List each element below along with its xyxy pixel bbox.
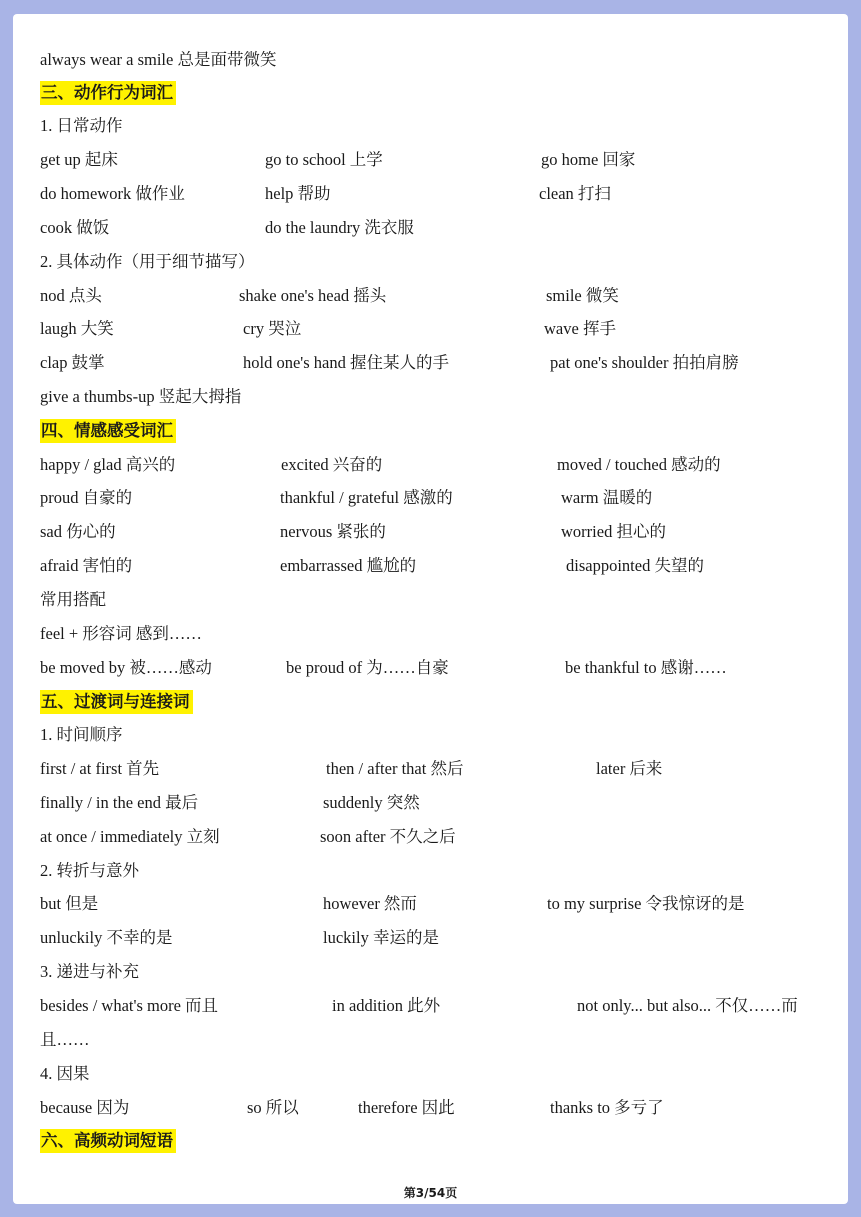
vocab-item: wave 挥手 (544, 319, 616, 338)
vocab-item: go home 回家 (541, 150, 636, 169)
page-number: 第3/54页 (403, 1186, 458, 1200)
vocab-item: besides / what's more 而且 (40, 996, 219, 1015)
vocab-item: first / at first 首先 (40, 759, 160, 778)
vocab-item: nod 点头 (40, 286, 102, 305)
subheading-daily-actions: 1. 日常动作 (40, 116, 123, 135)
vocab-item: clap 鼓掌 (40, 353, 105, 372)
vocab-item: hold one's hand 握住某人的手 (243, 353, 450, 372)
vocab-item: excited 兴奋的 (281, 455, 383, 474)
vocab-item: therefore 因此 (358, 1098, 455, 1117)
vocab-item: cry 哭泣 (243, 319, 302, 338)
subheading-time-order: 1. 时间顺序 (40, 725, 123, 744)
vocab-item: shake one's head 摇头 (239, 286, 387, 305)
vocab-item: worried 担心的 (561, 522, 666, 541)
vocab-item: at once / immediately 立刻 (40, 827, 220, 846)
vocab-line-continuation: 且…… (40, 1030, 90, 1049)
vocab-item: moved / touched 感动的 (557, 455, 721, 474)
vocab-item: unluckily 不幸的是 (40, 928, 173, 947)
vocab-item: finally / in the end 最后 (40, 793, 199, 812)
vocab-item: pat one's shoulder 拍拍肩膀 (550, 353, 739, 372)
vocab-item: to my surprise 令我惊讶的是 (547, 894, 745, 913)
subheading-cause-effect: 4. 因果 (40, 1064, 90, 1083)
vocab-item: do the laundry 洗衣服 (265, 218, 414, 237)
document-page (13, 14, 848, 1204)
subheading-progression: 3. 递进与补充 (40, 962, 139, 981)
vocab-item: embarrassed 尴尬的 (280, 556, 417, 575)
vocab-item: get up 起床 (40, 150, 118, 169)
vocab-item: laugh 大笑 (40, 319, 114, 338)
vocab-item: not only... but also... 不仅……而 (577, 996, 798, 1015)
vocab-item: later 后来 (596, 759, 663, 778)
vocab-item: help 帮助 (265, 184, 331, 203)
vocab-item: be proud of 为……自豪 (286, 658, 449, 677)
vocab-item: so 所以 (247, 1098, 299, 1117)
section-heading-transitions: 五、过渡词与连接词 (40, 690, 193, 714)
vocab-item: thankful / grateful 感激的 (280, 488, 453, 507)
vocab-item: however 然而 (323, 894, 417, 913)
vocab-item: in addition 此外 (332, 996, 441, 1015)
vocab-item: afraid 害怕的 (40, 556, 133, 575)
vocab-line: always wear a smile 总是面带微笑 (40, 50, 277, 69)
vocab-item: soon after 不久之后 (320, 827, 456, 846)
section-heading-actions: 三、动作行为词汇 (40, 81, 176, 105)
vocab-item: do homework 做作业 (40, 184, 185, 203)
vocab-item: because 因为 (40, 1098, 130, 1117)
vocab-item: thanks to 多亏了 (550, 1098, 664, 1117)
subheading-specific-actions: 2. 具体动作（用于细节描写） (40, 252, 255, 271)
vocab-item: but 但是 (40, 894, 99, 913)
vocab-item: proud 自豪的 (40, 488, 133, 507)
subheading-contrast: 2. 转折与意外 (40, 861, 139, 880)
vocab-line: give a thumbs-up 竖起大拇指 (40, 387, 242, 406)
vocab-item: disappointed 失望的 (566, 556, 704, 575)
vocab-item: be thankful to 感谢…… (565, 658, 727, 677)
vocab-line: feel + 形容词 感到…… (40, 624, 202, 643)
vocab-item: go to school 上学 (265, 150, 383, 169)
vocab-item: nervous 紧张的 (280, 522, 386, 541)
vocab-item: cook 做饭 (40, 218, 110, 237)
vocab-item: happy / glad 高兴的 (40, 455, 176, 474)
vocab-item: smile 微笑 (546, 286, 619, 305)
vocab-item: suddenly 突然 (323, 793, 420, 812)
vocab-item: then / after that 然后 (326, 759, 464, 778)
subheading-collocations: 常用搭配 (40, 590, 106, 609)
vocab-item: warm 温暖的 (561, 488, 653, 507)
vocab-item: be moved by 被……感动 (40, 658, 212, 677)
vocab-item: clean 打扫 (539, 184, 611, 203)
section-heading-verb-phrases: 六、高频动词短语 (40, 1129, 176, 1153)
vocab-item: luckily 幸运的是 (323, 928, 439, 947)
vocab-item: sad 伤心的 (40, 522, 116, 541)
section-heading-emotions: 四、情感感受词汇 (40, 419, 176, 443)
